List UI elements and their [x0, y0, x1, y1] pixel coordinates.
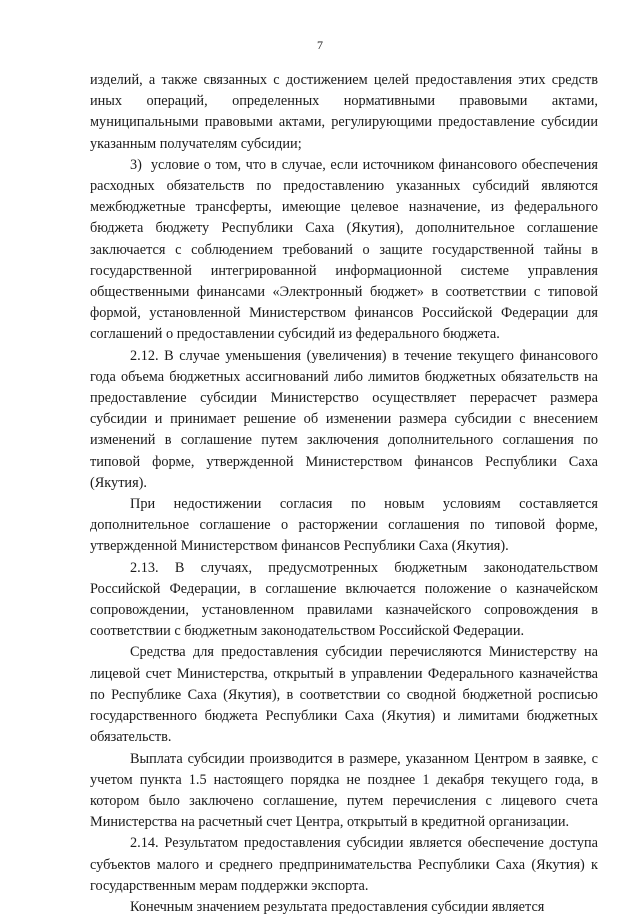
page-number: 7 — [317, 38, 323, 52]
paragraph-payment: Выплата субсидии производится в размере, указанном Центром в заявке, с учетом пункта 1.5 настоящего порядка не позднее 1 декабря текущего года, в котором было заключено соглашение, путем перечисления с лицевого счета Министерства на расчетный счет Центра, открытый в кредитной организации. — [90, 750, 598, 831]
paragraph-2-12: 2.12. В случае уменьшения (увеличения) в течение текущего финансового года объема бюджетных ассигнований либо лимитов бюджетных обязательств на предоставление субсидии Министерство осуществляет перерасчет размера субсидии и принимает решение об изменении размера субсидии с внесением изменений в соглашение путем заключения дополнительного соглашения по типовой форме, утвержденной Министерством финансов Республики Саха (Якутия). — [90, 347, 598, 491]
paragraph-funds-transfer: Средства для предоставления субсидии перечисляются Министерству на лицевой счет Министерства, открытый в управлении Федерального казначейства по Республике Саха (Якутия), в соответствии со сводной бюджетной росписью государственного бюджета Республики Саха (Якутия) и лимитами бюджетных обязательств. — [90, 644, 598, 746]
document-body — [90, 70, 598, 918]
paragraph-continuation: изделий, а также связанных с достижением целей предоставления этих средств иных операций, определенных нормативными правовыми актами, муниципальными правовыми актами, регулирующими предоставление субсидии указанным получателям субсидии; — [90, 72, 598, 152]
paragraph-final-value: Конечным значением результата предоставления субсидии является — [130, 898, 545, 915]
paragraph-disagreement: При недостижении согласия по новым условиям составляется дополнительное соглашение о расторжении соглашения по типовой форме, утвержденной Министерством финансов Республики Саха (Якутия). — [90, 496, 598, 555]
paragraph-condition-3: 3) условие о том, что в случае, если источником финансового обеспечения расходных обязательств по предоставлению указанных субсидий являются межбюджетные трансферты, имеющие целевое назначение, из федерального бюджета бюджету Республики Саха (Якутия), дополнительное соглашение заключается с соблюдением требований о защите государственной тайны в государственной интегрированной информационной системе управления общественными финансами «Электронный бюджет» в соответствии с типовой формой, установленной Министерством финансов Российской Федерации для соглашений о предоставлении субсидий из федерального бюджета. — [90, 156, 598, 343]
paragraph-2-13: 2.13. В случаях, предусмотренных бюджетным законодательством Российской Федерации, в соглашение включается положение о казначейском сопровождении, установленном правилами казначейского сопровождения в соответствии с бюджетным законодательством Российской Федерации. — [90, 559, 598, 640]
paragraph-2-14: 2.14. Результатом предоставления субсидии является обеспечение доступа субъектов малого и среднего предпринимательства Республики Саха (Якутия) к государственным мерам поддержки экспорта. — [90, 835, 598, 894]
